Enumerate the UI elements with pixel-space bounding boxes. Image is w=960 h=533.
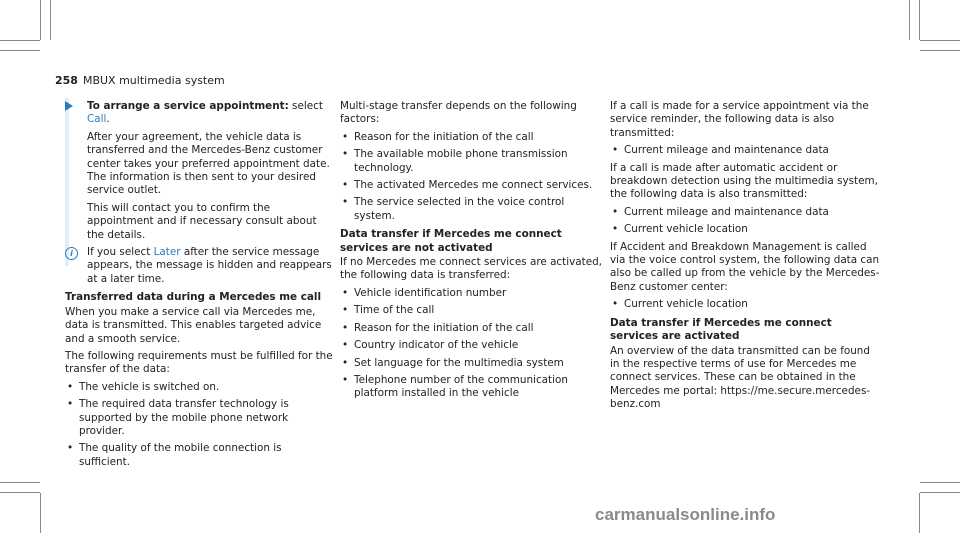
list-item: • Reason for the initiation of the call xyxy=(342,130,534,143)
info-icon: i xyxy=(65,247,78,260)
list-item: • The required data transfer technology is supported by the mobile phone network provider. xyxy=(67,398,289,437)
paragraph: If a call is made for a service appointment via the service reminder, the following data is also transmitted: xyxy=(610,100,869,139)
list-item: • The vehicle is switched on. xyxy=(67,380,220,393)
crop-mark xyxy=(920,40,960,41)
crop-mark xyxy=(920,492,960,493)
list-item: • The available mobile phone transmission technology. xyxy=(342,148,568,174)
column-2 xyxy=(340,100,602,405)
list-item: • Current mileage and maintenance data xyxy=(612,144,829,157)
crop-mark xyxy=(909,0,910,40)
list xyxy=(610,144,880,157)
crop-mark xyxy=(40,493,41,533)
crop-mark xyxy=(0,482,40,483)
column-3 xyxy=(610,100,880,416)
list-item: • Telephone number of the communication platform installed in the vehicle xyxy=(342,373,568,400)
crop-mark xyxy=(0,40,40,41)
crop-mark xyxy=(50,0,51,40)
paragraph: When you make a service call via Mercedes me, data is transmitted. This enables targeted advice and a smooth service. xyxy=(65,305,322,345)
data-list xyxy=(340,287,602,401)
paragraph: If Accident and Breakdown Management is called via the voice control system, the following data can also be called up from the vehicle by the Mercedes-Benz customer center: xyxy=(610,240,880,293)
crop-mark xyxy=(919,493,920,533)
crop-mark xyxy=(40,0,41,40)
paragraph: If no Mercedes me connect services are activated, the following data is transferred: xyxy=(340,256,602,282)
list-item: • The quality of the mobile connection is sufficient. xyxy=(67,442,282,468)
list xyxy=(610,206,880,237)
section-heading: Data transfer if Mercedes me connect services are activated xyxy=(610,316,832,343)
page-header xyxy=(55,74,225,88)
crop-mark xyxy=(920,50,960,51)
factors-list xyxy=(340,131,602,223)
note-text: If you select Later after the service message appears, the message is hidden and reappears at a later time. xyxy=(87,246,332,285)
watermark: carmanualsonline.info xyxy=(595,505,776,524)
crop-mark xyxy=(0,50,40,51)
paragraph: After your agreement, the vehicle data is transferred and the Mercedes-Benz customer center takes your preferred appointment date. The information is then sent to your desired service outlet. xyxy=(87,130,330,197)
list-item: • The activated Mercedes me connect services. xyxy=(342,179,593,192)
list-item: • Current vehicle location xyxy=(612,223,748,236)
column-1 xyxy=(65,100,333,473)
paragraph: Multi-stage transfer depends on the following factors: xyxy=(340,100,577,126)
requirements-list xyxy=(65,381,333,469)
step-arrow-icon xyxy=(65,101,73,111)
paragraph: The following requirements must be fulfilled for the transfer of the data: xyxy=(65,349,333,376)
list-item: • Current mileage and maintenance data xyxy=(612,205,829,218)
list-item: • Time of the call xyxy=(342,304,435,317)
list xyxy=(610,298,880,311)
call-softkey: Call xyxy=(87,113,107,126)
section-heading: Transferred data during a Mercedes me call xyxy=(65,291,322,304)
list-item: • The service selected in the voice control system. xyxy=(342,196,565,222)
note-block xyxy=(65,246,333,286)
list-item: • Reason for the initiation of the call xyxy=(342,321,534,334)
list-item: • Current vehicle location xyxy=(612,298,748,311)
step-instruction: To arrange a service appointment: select Call. xyxy=(87,100,323,126)
list-item: • Set language for the multimedia system xyxy=(342,356,564,369)
crop-mark xyxy=(920,482,960,483)
paragraph: This will contact you to confirm the appointment and if necessary consult about the details. xyxy=(87,201,317,241)
list-item: • Country indicator of the vehicle xyxy=(342,339,519,352)
paragraph: An overview of the data transmitted can be found in the respective terms of use for Mercedes me connect services. These can be obtained in the Mercedes me portal: https://me.secure.mercedes-benz.com xyxy=(610,344,871,411)
step-block xyxy=(65,100,333,242)
crop-mark xyxy=(0,492,40,493)
page-number: 258 xyxy=(55,74,78,87)
paragraph: If a call is made after automatic accident or breakdown detection using the multimedia system, the following data is also transmitted: xyxy=(610,161,878,201)
section-heading: Data transfer if Mercedes me connect services are not activated xyxy=(340,228,562,254)
crop-mark xyxy=(919,0,920,40)
later-softkey: Later xyxy=(153,246,181,259)
page-title: MBUX multimedia system xyxy=(82,74,225,87)
list-item: • Vehicle identification number xyxy=(342,286,507,299)
